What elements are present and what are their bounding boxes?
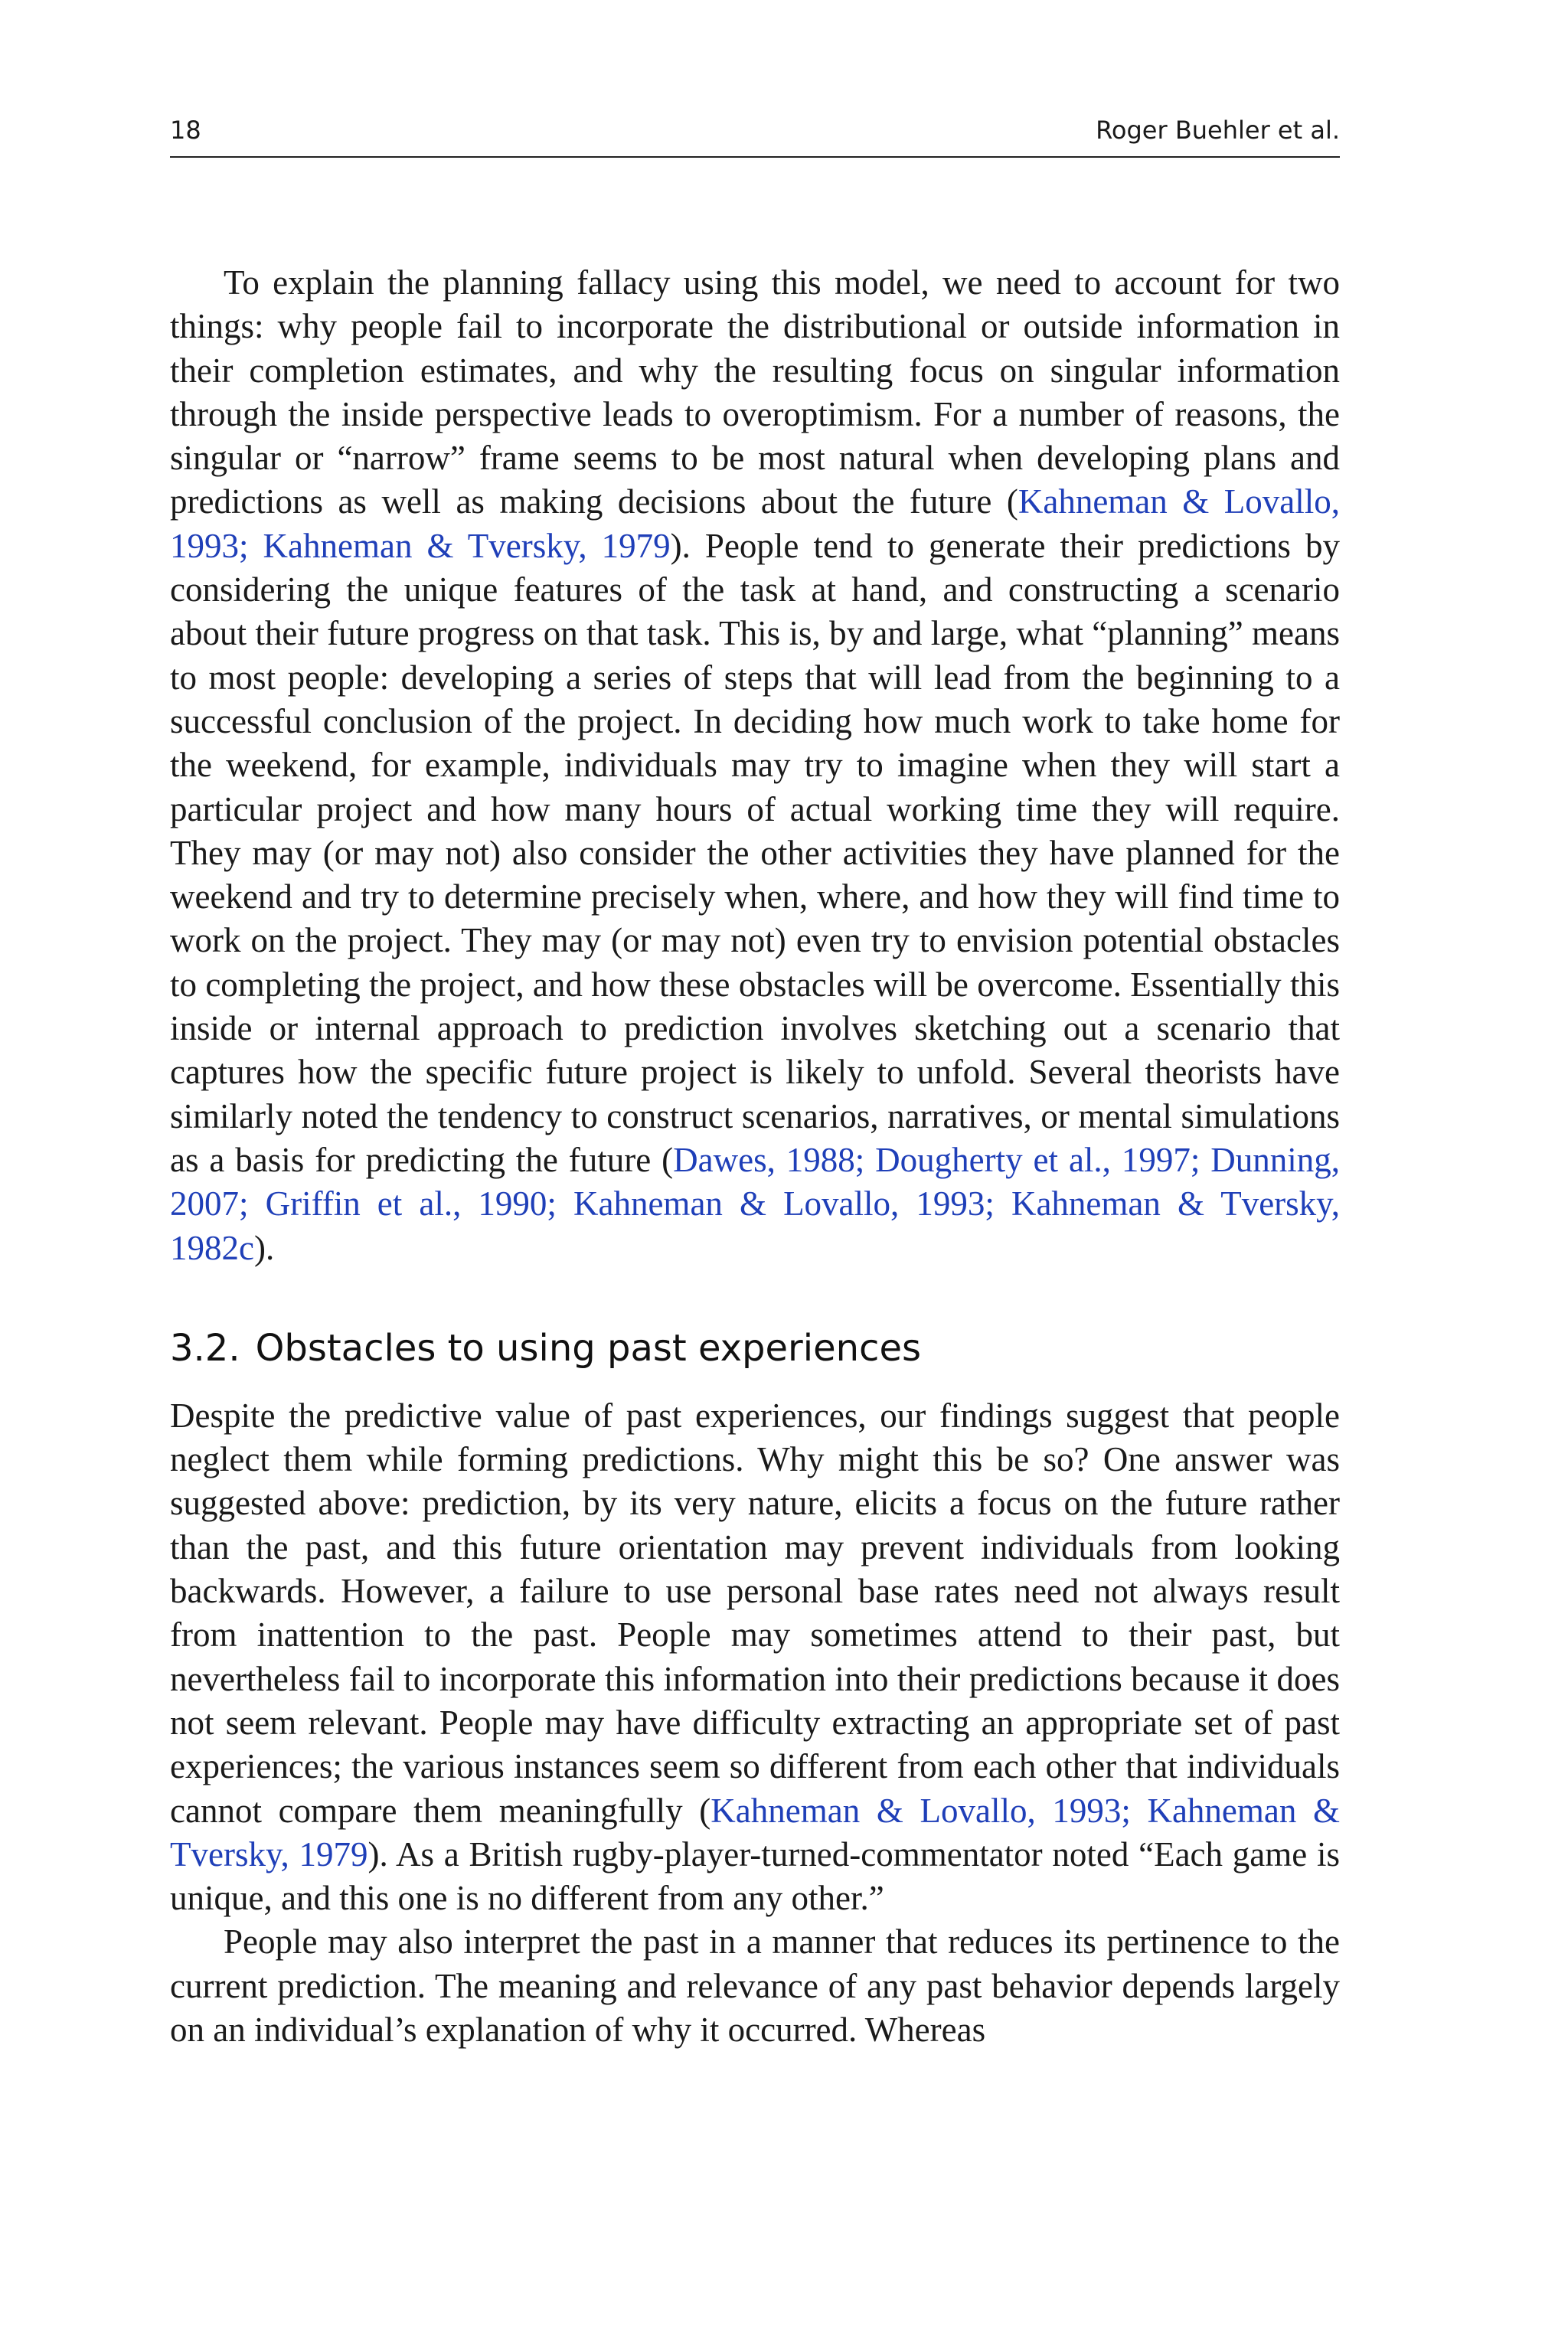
section-heading [170, 1325, 1340, 1371]
page [170, 115, 1340, 2052]
paragraph-text: Despite the predictive value of past experiences, our findings suggest that people neglect them while forming predictions. Why might this be so? One answer was suggested above: prediction, by its very nature, elicits a focus on the future rather than the past, and this future orientation may prevent individuals from looking backwards. However, a failure to use personal base rates need not always result from inattention to the past. People may sometimes attend to their past, but nevertheless fail to incorporate this information into their predictions because it does not seem relevant. People may have difficulty extracting an appropriate set of past experiences; the various instances seem so different from each other that individuals cannot compare them meaningfully ( [170, 1396, 1340, 1830]
paragraph-obstacles [170, 1394, 1340, 1921]
paragraph-text: ). As a British rugby-player-turned-commentator noted “Each game is unique, and this one is no different from any other.” [170, 1834, 1340, 1918]
paragraph-text: ). People tend to generate their predictions by considering the unique features of the task at hand, and constructing a scenario about their future progress on that task. This is, by and large, what “planning” means to most people: developing a series of steps that will lead from the beginning to a successful conclusion of the project. In deciding how much work to take home for the weekend, for example, individuals may try to imagine when they will start a particular project and how many hours of actual working time they will require. They may (or may not) also consider the other activities they have planned for the weekend and try to determine precisely when, where, and how they will find time to work on the project. They may (or may not) even try to envision potential obstacles to completing the project, and how these obstacles will be overcome. Essentially this inside or internal approach to prediction involves sketching out a scenario that captures how the specific future project is likely to unfold. Several theorists have similarly noted the tendency to construct scenarios, narratives, or mental simulations as a basis for predicting the future ( [170, 526, 1340, 1179]
section-number: 3.2. [170, 1326, 240, 1370]
body-text [170, 261, 1340, 2052]
running-head [170, 115, 1340, 158]
paragraph-text: To explain the planning fallacy using this model, we need to account for two things: why people fail to incorporate the distributional or outside information in their completion estimates, and why the resulting focus on singular information through the inside perspective leads to overoptimism. For a number of reasons, the singular or “narrow” frame seems to be most natural when developing plans and predictions as well as making decisions about the future ( [170, 263, 1340, 521]
page-number: 18 [170, 116, 201, 145]
citation-link[interactable]: Kahneman & Lovallo, 1993; Kahneman & Tversky, 1979 [170, 1791, 1341, 1873]
paragraph-planning-fallacy [170, 261, 1340, 1270]
paragraph-text: People may also interpret the past in a manner that reduces its pertinence to the current prediction. The meaning and relevance of any past behavior depends largely on an individual’s explanation of why it occurred. Whereas [170, 1922, 1340, 2049]
paragraph-interpretation [170, 1920, 1340, 2052]
running-title: Roger Buehler et al. [1096, 116, 1340, 145]
section-title: Obstacles to using past experiences [255, 1326, 921, 1370]
paragraph-text: ). [253, 1228, 275, 1267]
citation-link[interactable]: Kahneman & Lovallo, 1993; Kahneman & Tversky, 1979 [170, 482, 1341, 565]
citation-link[interactable]: Dawes, 1988; Dougherty et al., 1997; Dunning, 2007; Griffin et al., 1990; Kahneman & Lovallo, 1993; Kahneman & Tversky, 1982c [170, 1140, 1340, 1267]
